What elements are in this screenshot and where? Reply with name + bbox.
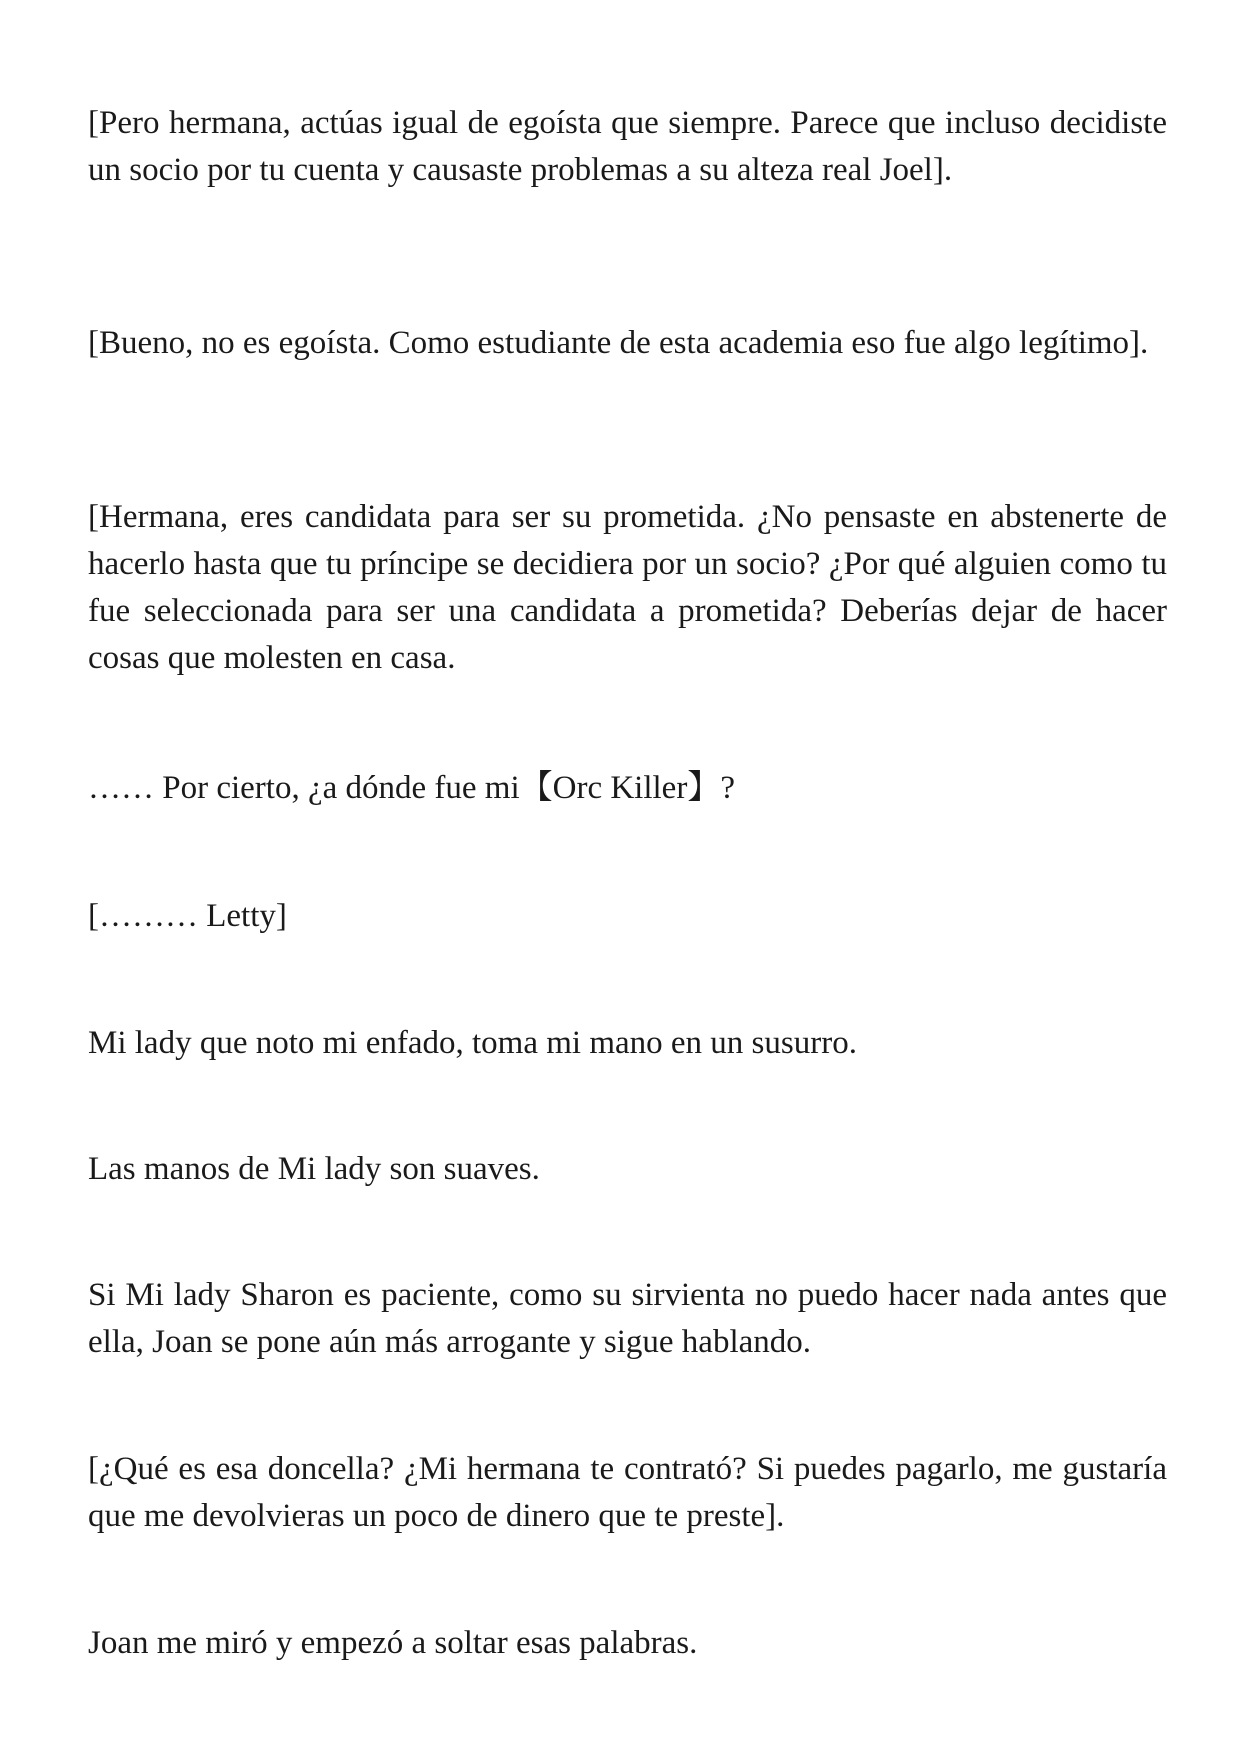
paragraph-5: [……… Letty] [88,898,287,934]
paragraph-8: Si Mi lady Sharon es paciente, como su sirvienta no puedo hacer nada antes que ella, Joan se pone aún más arrogante y sigue hablando. [88,1277,1167,1360]
paragraph-2: [Bueno, no es egoísta. Como estudiante de esta academia eso fue algo legítimo]. [88,325,1149,361]
paragraph-10: Joan me miró y empezó a soltar esas palabras. [88,1625,698,1661]
paragraph-4: …… Por cierto, ¿a dónde fue mi【Orc Killer】? [88,770,735,806]
paragraph-7: Las manos de Mi lady son suaves. [88,1151,540,1187]
paragraph-3: [Hermana, eres candidata para ser su prometida. ¿No pensaste en abstenerte de hacerlo hasta que tu príncipe se decidiera por un socio? ¿Por qué alguien como tu fue seleccionada para ser una candidata a prometida? Deberías dejar de hacer cosas que molesten en casa. [88,499,1167,676]
paragraph-6: Mi lady que noto mi enfado, toma mi mano en un susurro. [88,1025,857,1061]
paragraph-9: [¿Qué es esa doncella? ¿Mi hermana te contrató? Si puedes pagarlo, me gustaría que me devolvieras un poco de dinero que te preste]. [88,1451,1167,1534]
paragraph-1: [Pero hermana, actúas igual de egoísta que siempre. Parece que incluso decidiste un socio por tu cuenta y causaste problemas a su alteza real Joel]. [88,105,1167,188]
